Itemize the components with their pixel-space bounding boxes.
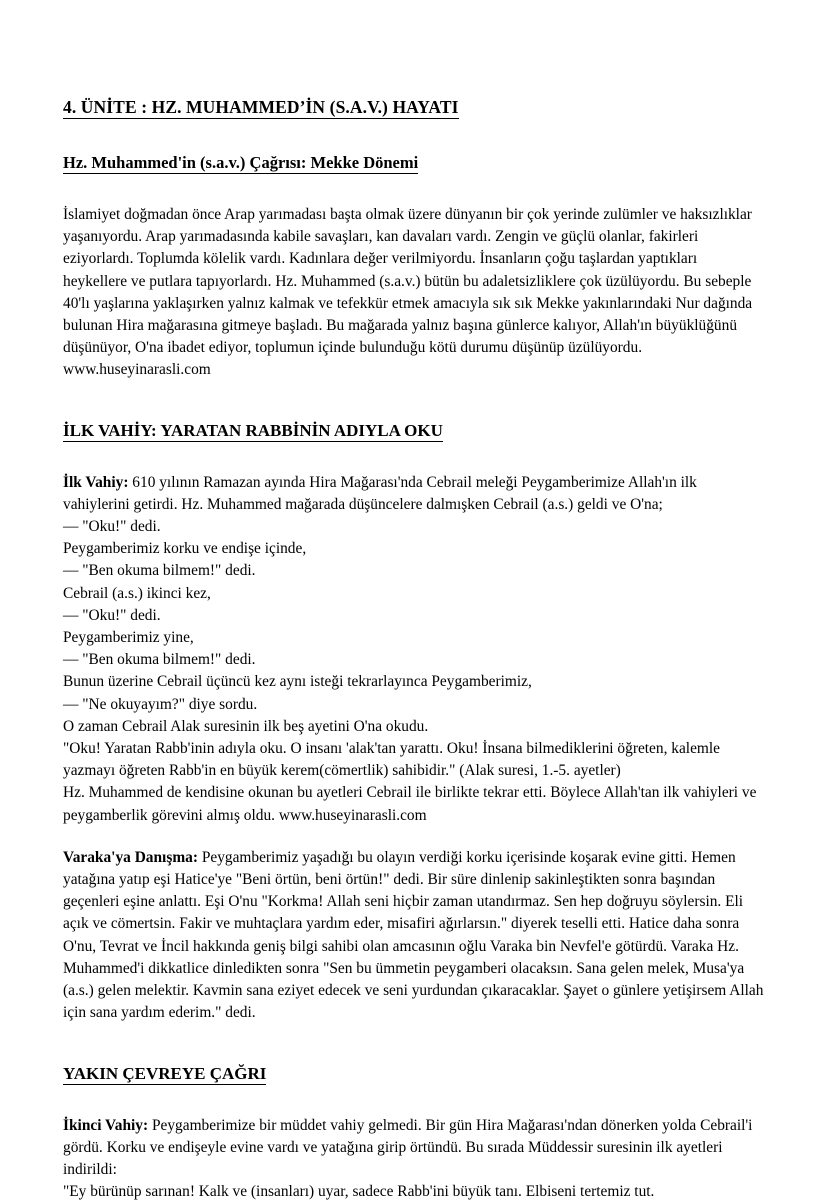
spacer [63, 174, 765, 204]
dialogue-line: — "Ben okuma bilmem!" dedi. [63, 651, 256, 669]
second-revelation-lead-text: Peygamberimize bir müddet vahiy gelmedi. Bir gün Hira Mağarası'ndan dönerken yolda Cebrail'i gördü. Korku ve endişeyle evine vardı ve yatağına girip örtündü. Bu sırada Müddessir suresinin ilk ayetleri indirildi: [63, 1116, 753, 1178]
varaka-lead-label: Varaka'ya Danışma: [63, 848, 198, 866]
dialogue-line: Cebrail (a.s.) ikinci kez, [63, 584, 211, 602]
document-body [63, 96, 765, 1203]
intro-paragraph: İslamiyet doğmadan önce Arap yarımadası başta olmak üzere dünyanın bir çok yerinde zulümler ve haksızlıklar yaşanıyordu. Arap yarımadasında kabile savaşları, kan davaları vardı. Zengin ve güçlü olanlar, fakirleri eziyorlardı. Toplumda kölelik vardı. Kadınlara değer verilmiyordu. İnsanların çoğu taşlardan yaptıkları heykellere ve putlara tapıyorlardı. Hz. Muhammed (s.a.v.) bütün bu adaletsizliklere çok üzülüyordu. Bu sebeple 40'lı yaşlarına yaklaşırken yalnız kalmak ve tefekkür etmek amacıyla sık sık Mekke yakınlarındaki Nur dağında bulunan Hira mağarasına gitmeye başladı. Bu mağarada yalnız başına günlerce kalıyor, Allah'ın büyüklüğünü düşünüyor, O'na ibadet ediyor, toplumun içinde bulunduğu kötü durumu düşünüp üzülüyordu. [63, 206, 753, 357]
watermark-first: www.huseyinarasli.com [63, 361, 211, 379]
dialogue-line: Peygamberimiz korku ve endişe içinde, [63, 540, 307, 558]
first-revelation-closing-text: Hz. Muhammed de kendisine okunan bu ayetleri Cebrail ile birlikte tekrar etti. Böylece Allah'tan ilk vahiyleri ve peygamberlik görevini almış oldu. [63, 784, 757, 824]
first-revelation-lead-paragraph [63, 472, 765, 516]
first-revelation-lead-label: İlk Vahiy: [63, 473, 129, 491]
dialogue-line: — "Oku!" dedi. [63, 518, 161, 536]
muddessir-verse-quote: "Ey bürünüp sarınan! Kalk ve (insanları) uyar, sadece Rabb'ini büyük tanı. Elbiseni tertemiz tut. [63, 1183, 655, 1201]
dialogue-line: Peygamberimiz yine, [63, 629, 194, 647]
varaka-paragraph [63, 847, 765, 1025]
section-heading-ilk-vahiy-text: İLK VAHİY: YARATAN RABBİNİN ADIYLA OKU [63, 420, 443, 440]
watermark-second: www.huseyinarasli.com [278, 806, 427, 824]
spacer [63, 1085, 765, 1115]
dialogue-line: — "Ben okuma bilmem!" dedi. [63, 562, 256, 580]
dialogue-line: O zaman Cebrail Alak suresinin ilk beş ayetini O'na okudu. [63, 717, 429, 735]
first-revelation-closing-paragraph [63, 782, 765, 826]
spacer [63, 827, 765, 847]
section-heading-yakin-cevreye-cagri [63, 1063, 765, 1085]
first-revelation-lead-text: 610 yılının Ramazan ayında Hira Mağarası'nda Cebrail meleği Peygamberimize Allah'ın ilk vahiylerini getirdi. Hz. Muhammed mağarada düşüncelere dalmışken Cebrail (a.s.) geldi ve O'na; [63, 473, 697, 513]
dialogue-line: — "Ne okuyayım?" diye sordu. [63, 695, 258, 713]
revelation-dialogue-list [63, 516, 765, 738]
spacer [63, 382, 765, 420]
dialogue-line: — "Oku!" dedi. [63, 606, 161, 624]
subsection-title-text: Hz. Muhammed'in (s.a.v.) Çağrısı: Mekke Dönemi [63, 153, 419, 172]
spacer [63, 1025, 765, 1063]
section-heading-ilk-vahiy [63, 420, 765, 442]
second-revelation-lead-label: İkinci Vahiy: [63, 1116, 149, 1134]
spacer [63, 442, 765, 472]
varaka-body-text: Peygamberimiz yaşadığı bu olayın verdiği korku içerisinde koşarak evine gitti. Hemen yatağına yatıp eşi Hatice'ye "Beni örtün, beni örtün!" dedi. Bir süre dinlenip sakinleştikten sonra başından geçenleri eşine anlattı. Eşi O'nu "Korkma! Allah seni hiçbir zaman utandırmaz. Sen hep doğruyu söylersin. Eli açık ve cömertsin. Fakir ve muhtaçlara yardım eder, misafiri ağırlarsın." diyerek teselli etti. Hatice daha sonra O'nu, Tevrat ve İncil hakkında geniş bilgi sahibi olan amcasının oğlu Varaka bin Nevfel'e götürdü. Varaka Hz. Muhammed'i dikkatlice dinledikten sonra "Sen bu ümmetin peygamberi olacaksın. Sana gelen melek, Musa'ya (a.s.) gelen melektir. Kavmin sana eziyet edecek ve seni yurdundan çıkaracaklar. Şayet o günlere yetişirsem Allah için sana yardım ederim." dedi. [63, 848, 764, 1022]
second-revelation-paragraph [63, 1115, 765, 1182]
page-title [63, 96, 765, 118]
unit-title-text: 4. ÜNİTE : HZ. MUHAMMED’İN (S.A.V.) HAYATI [63, 97, 459, 117]
dialogue-line: Bunun üzerine Cebrail üçüncü kez aynı isteği tekrarlayınca Peygamberimiz, [63, 673, 532, 691]
alak-verse-quote: "Oku! Yaratan Rabb'inin adıyla oku. O insanı 'alak'tan yarattı. Oku! İnsana bilmediklerini öğreten, kalemle yazmayı öğreten Rabb'in en büyük kerem(cömertlik) sahibidir." (Alak suresi, 1.-5. ayetler) [63, 740, 720, 780]
subsection-title-mekke-donemi [63, 152, 765, 174]
section-heading-yakin-cevreye-cagri-text: YAKIN ÇEVREYE ÇAĞRI [63, 1063, 267, 1083]
